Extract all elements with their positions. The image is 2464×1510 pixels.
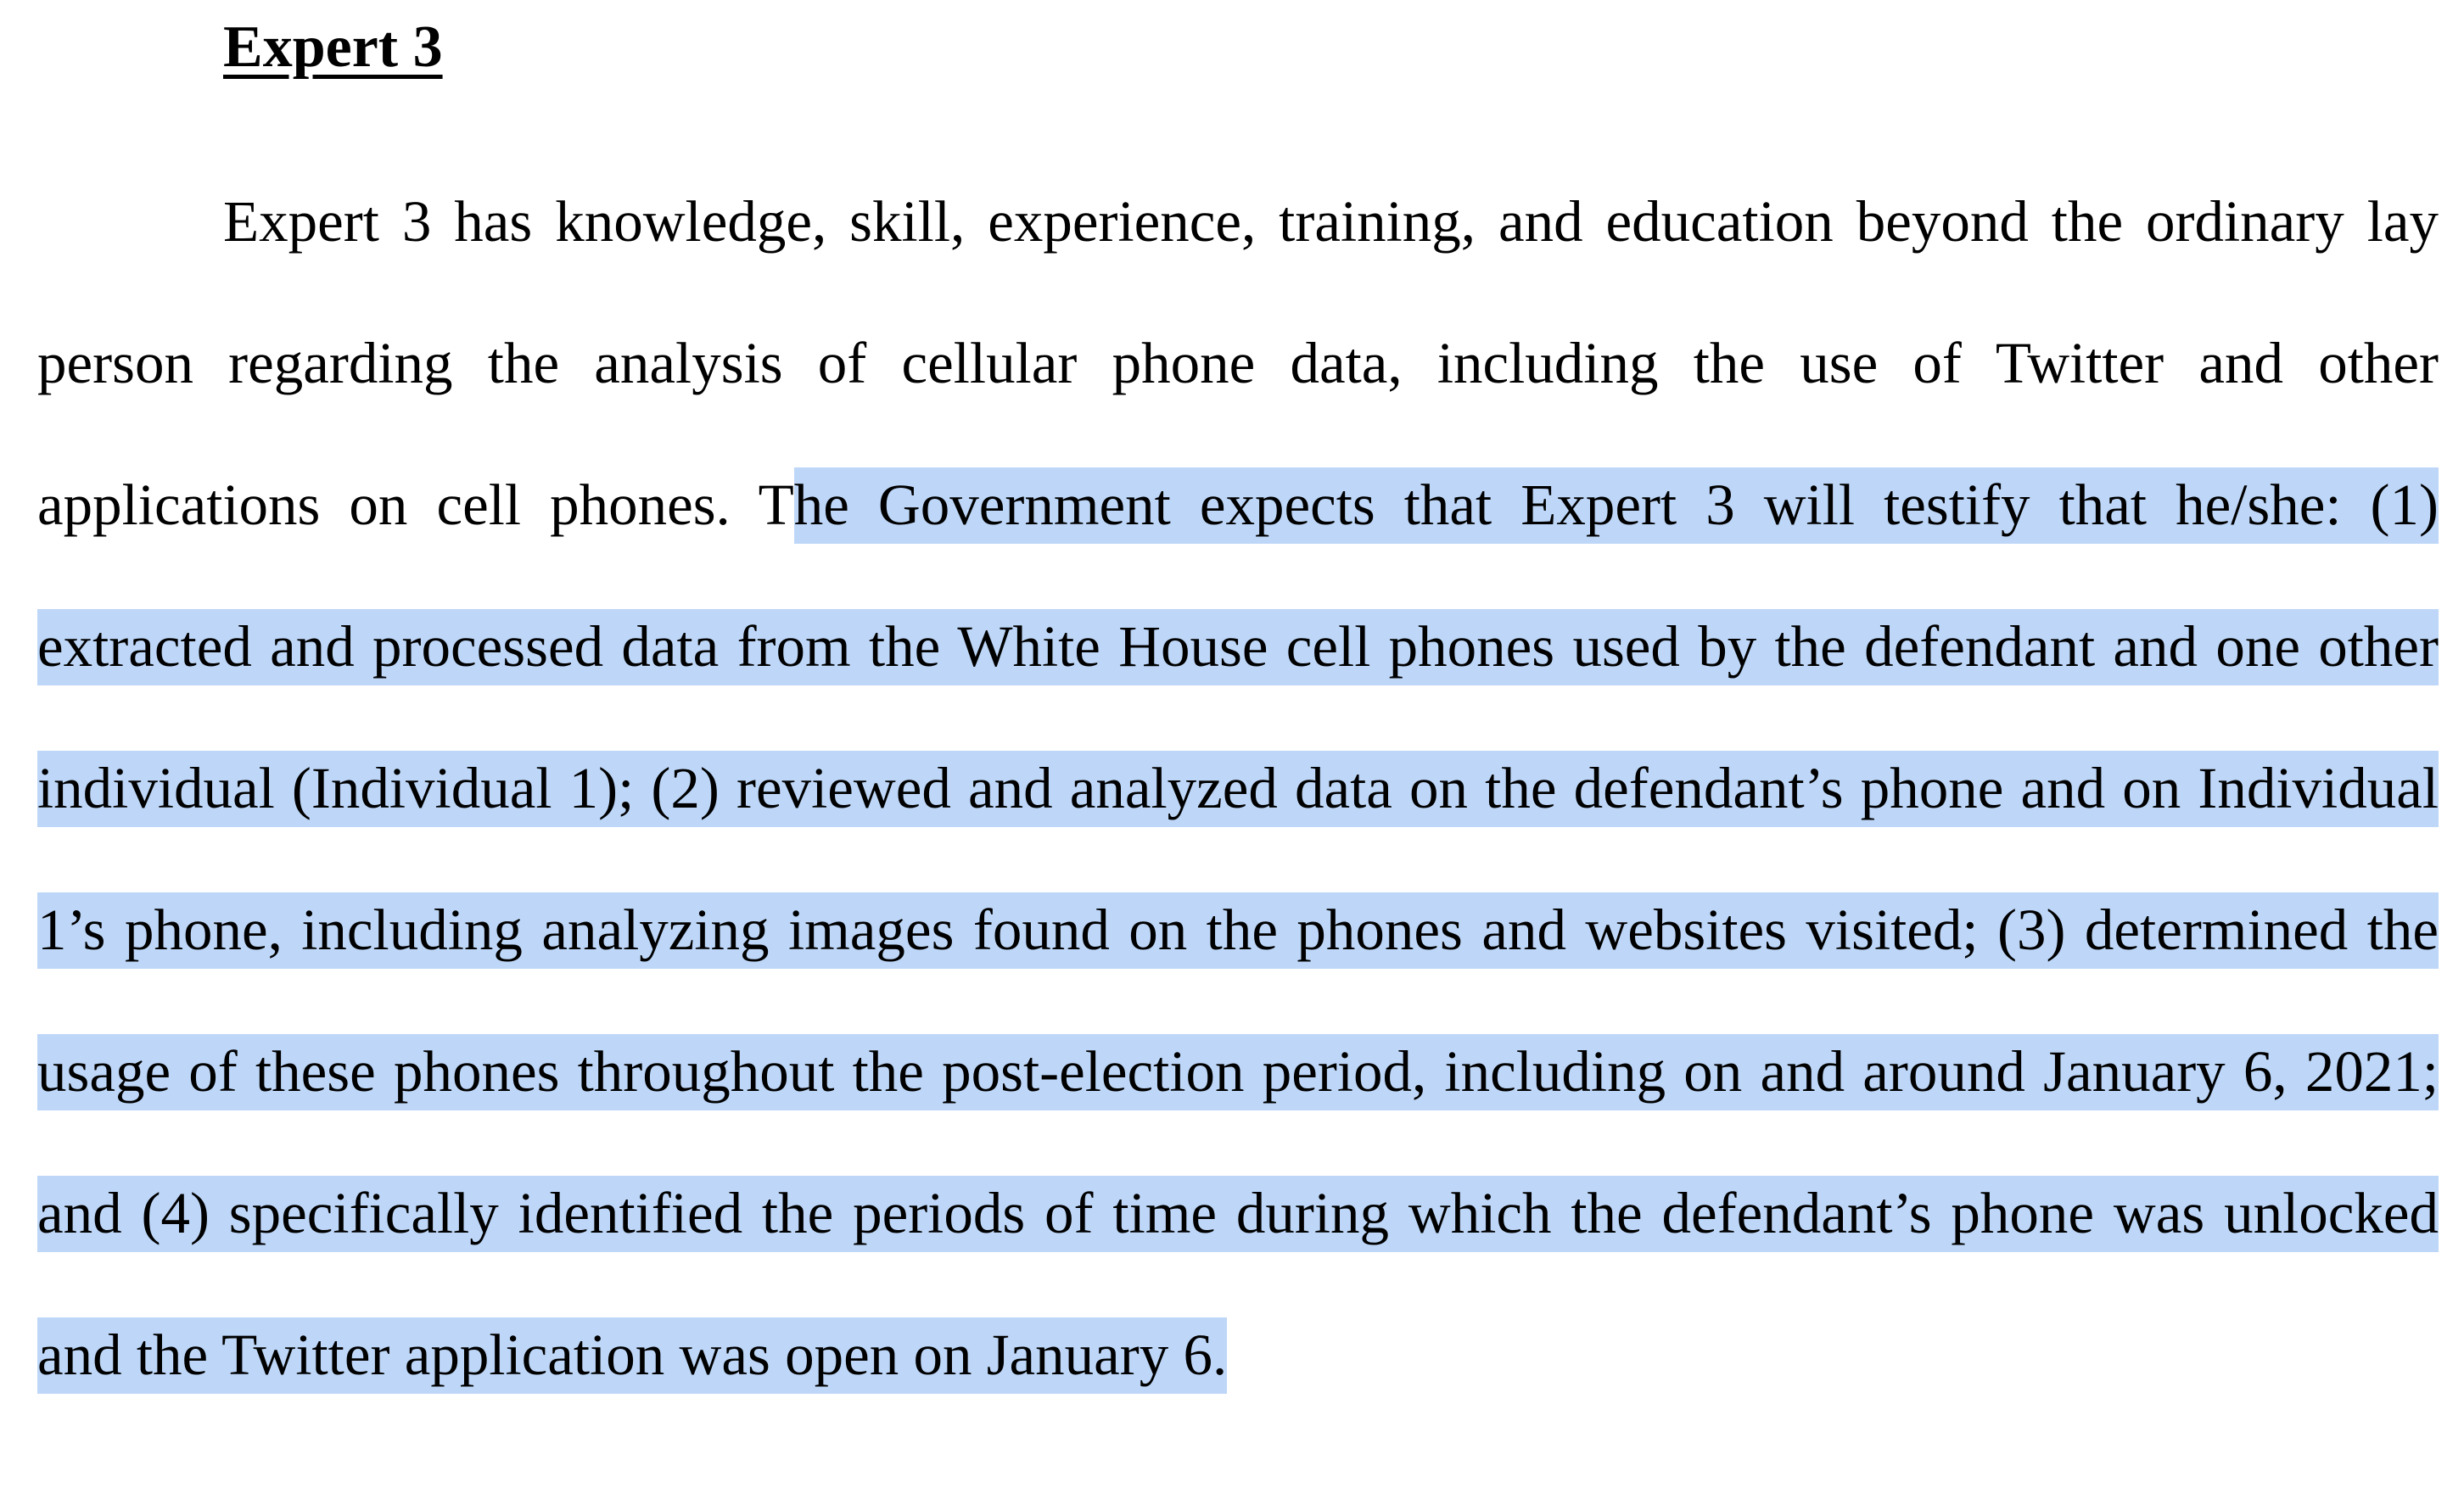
body-paragraph[interactable] <box>37 151 2439 1426</box>
selected-text-highlight[interactable]: he Government expects that Expert 3 will testify that he/she: (1) extracted and processed data from the White House cell phones used by the defendant and one other individual (Individual 1); (2) reviewed and analyzed data on the defendant’s phone and on Individual 1’s phone, including analyzing images found on the phones and websites visited; (3) determined the usage of these phones throughout the post-election period, including on and around January 6, 2021; and (4) specifically identified the periods of time during which the defendant’s phone was unlocked and the Twitter application was open on January 6. <box>37 467 2439 1394</box>
paragraph-unselected-text[interactable]: Expert 3 has knowledge, skill, experience, training, and education beyond the ordinary lay person regarding the analysis of cellular phone data, including the use of Twitter and other applications on cell phones. T <box>37 189 2439 537</box>
section-heading: Expert 3 <box>223 14 443 80</box>
